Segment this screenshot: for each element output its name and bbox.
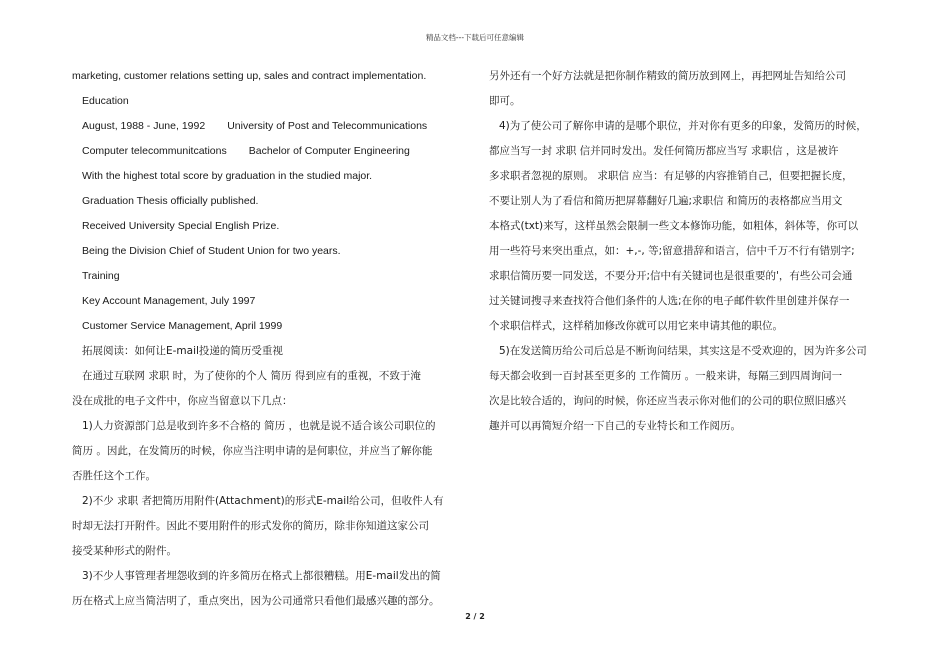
text-line: 历在格式上应当简洁明了，重点突出，因为公司通常只看他们最感兴趣的部分。 — [72, 595, 440, 607]
text-line: 用一些符号来突出重点，如：+,-, 等;留意措辞和语言，信中千万不行有错别字; — [489, 245, 855, 257]
right-column — [489, 64, 889, 439]
education-dates-row — [72, 114, 472, 139]
text-line: With the highest total score by graduation in the studied major. — [82, 170, 373, 182]
left-column — [72, 64, 472, 614]
extended-reading-title: 拓展阅读：如何让E-mail投递的简历受重视 — [82, 345, 283, 357]
text-line: 都应当写一封 求职 信并同时发出。发任何简历都应当写 求职信 ，这是被许 — [489, 145, 839, 157]
text-line: 每天都会收到一百封甚至更多的 工作简历 。一般来讲，每隔三到四周询问一 — [489, 370, 843, 382]
text-line: 求职信简历要一同发送，不要分开;信中有关键词也是很重要的'，有些公司会通 — [489, 270, 853, 282]
text-line: 没在成批的电子文件中，你应当留意以下几点： — [72, 395, 293, 407]
text-line: 次是比较合适的，询问的时候，你还应当表示你对他们的公司的职位照旧感兴 — [489, 395, 846, 407]
text-line: 1)人力资源部门总是收到许多不合格的 简历 ，也就是说不适合该公司职位的 — [82, 420, 436, 432]
text-line: 即可。 — [489, 95, 521, 107]
text-line: 不要让别人为了看信和简历把屏幕翻好几遍;求职信 和简历的表格都应当用文 — [489, 195, 843, 207]
text-line: 本格式(txt)来写，这样虽然会限制一些文本修饰功能，如粗体，斜体等，你可以 — [489, 220, 859, 232]
text-line: 4)为了使公司了解你申请的是哪个职位，并对你有更多的印象，发简历的时候， — [499, 120, 867, 132]
text-line: 在通过互联网 求职 时，为了使你的个人 简历 得到应有的重视，不致于淹 — [82, 370, 421, 382]
page-header: 精品文档---下载后可任意编辑 — [425, 33, 525, 42]
education-degree: Bachelor of Computer Engineering — [248, 145, 410, 157]
text-line: 简历 。因此，在发简历的时候，你应当注明申请的是何职位，并应当了解你能 — [72, 445, 433, 457]
text-line: 多求职者忽视的原则。 求职信 应当：有足够的内容推销自己，但要把握长度， — [489, 170, 853, 182]
text-line: 2)不少 求职 者把简历用附件(Attachment)的形式E-mail给公司，但收件人有 — [82, 495, 444, 507]
text-line: Key Account Management, July 1997 — [82, 295, 256, 307]
text-line: 5)在发送简历给公司后总是不断询问结果，其实这是不受欢迎的，因为许多公司 — [499, 345, 867, 357]
section-heading-training: Training — [82, 270, 120, 282]
text-line: Customer Service Management, April 1999 — [82, 320, 283, 332]
page-number: 2 / 2 — [465, 612, 485, 621]
section-heading-education: Education — [82, 95, 129, 107]
text-line: marketing, customer relations setting up, sales and contract implementation. — [72, 70, 427, 82]
education-school: University of Post and Telecommunications — [227, 120, 428, 132]
text-line: 3)不少人事管理者埋怨收到的许多简历在格式上都很糟糕。用E-mail发出的简 — [82, 570, 441, 582]
text-line: 另外还有一个好方法就是把你制作精致的简历放到网上，再把网址告知给公司 — [489, 70, 846, 82]
text-line: Received University Special English Prize. — [82, 220, 280, 232]
education-major: Computer telecommunitcations — [82, 145, 227, 157]
education-dates: August, 1988 - June, 1992 — [82, 120, 206, 132]
text-line: 时却无法打开附件。因此不要用附件的形式发你的简历，除非你知道这家公司 — [72, 520, 429, 532]
text-line: 接受某种形式的附件。 — [72, 545, 177, 557]
education-major-row — [72, 139, 472, 164]
text-line: 过关键词搜寻来查找符合他们条件的人选;在你的电子邮件软件里创建并保存一 — [489, 295, 850, 307]
text-line: 否胜任这个工作。 — [72, 470, 156, 482]
text-line: Graduation Thesis officially published. — [82, 195, 259, 207]
text-line: Being the Division Chief of Student Union for two years. — [82, 245, 341, 257]
text-line: 趣并可以再简短介绍一下自己的专业特长和工作阅历。 — [489, 420, 741, 432]
text-line: 个求职信样式，这样稍加修改你就可以用它来申请其他的职位。 — [489, 320, 783, 332]
